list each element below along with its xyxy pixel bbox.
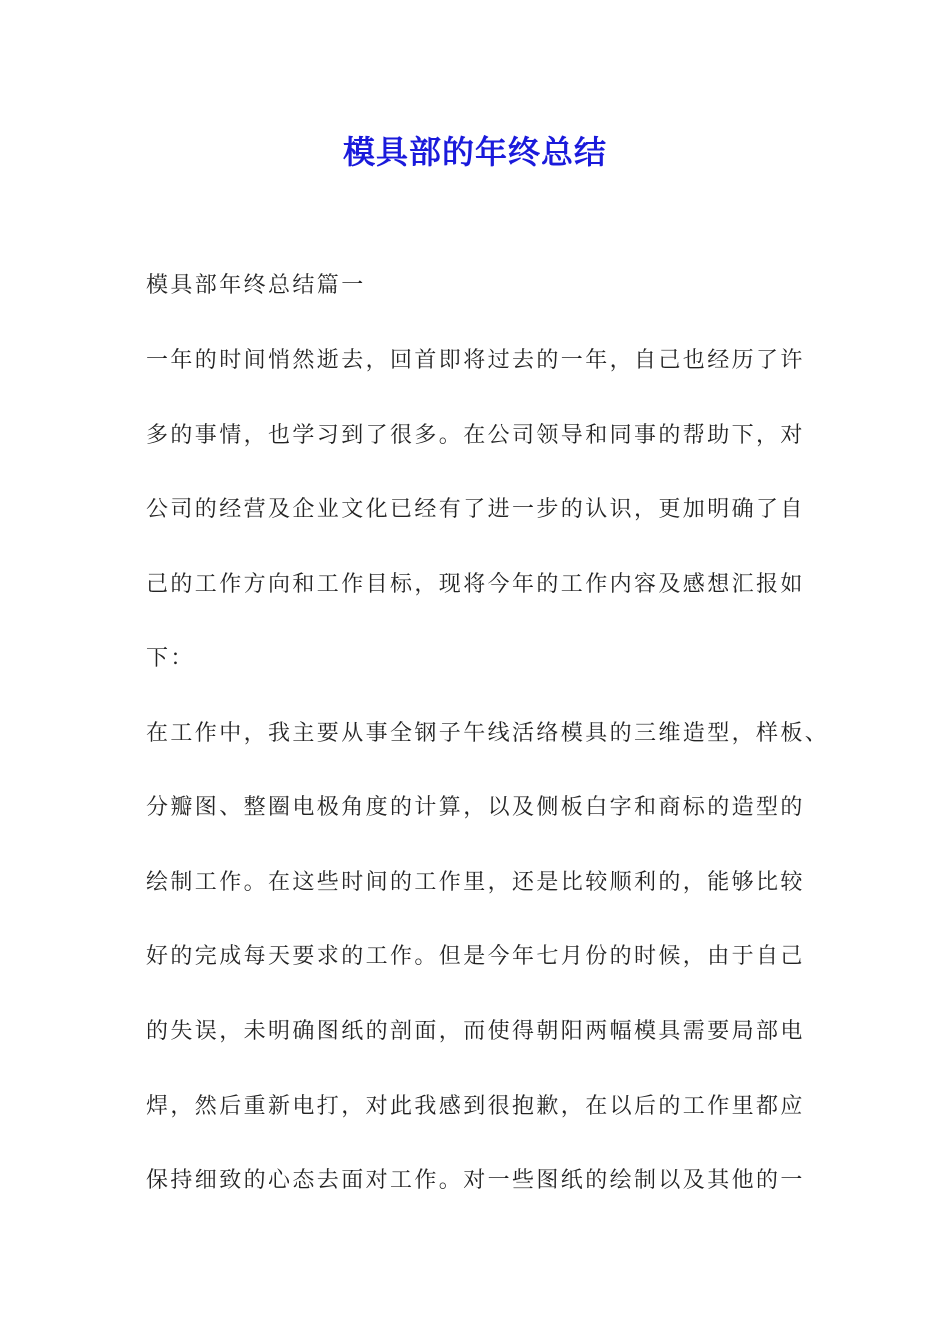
body-line: 多的事情，也学习到了很多。在公司领导和同事的帮助下，对 [146,423,805,448]
body-line: 保持细致的心态去面对工作。对一些图纸的绘制以及其他的一 [146,1168,805,1193]
body-line: 公司的经营及企业文化已经有了进一步的认识，更加明确了自 [146,497,805,522]
body-line: 绘制工作。在这些时间的工作里，还是比较顺利的，能够比较 [146,870,805,895]
body-line: 己的工作方向和工作目标，现将今年的工作内容及感想汇报如 [146,572,805,597]
body-line: 下： [146,646,195,671]
document-title: 模具部的年终总结 [342,133,607,171]
body-line: 分瓣图、整圈电极角度的计算，以及侧板白字和商标的造型的 [146,795,805,820]
body-line: 的失误，未明确图纸的剖面，而使得朝阳两幅模具需要局部电 [146,1019,805,1044]
body-line: 在工作中，我主要从事全钢子午线活络模具的三维造型，样板、 [146,721,830,746]
section-heading: 模具部年终总结篇一 [146,273,366,298]
body-line: 好的完成每天要求的工作。但是今年七月份的时候，由于自己 [146,944,805,969]
body-line: 一年的时间悄然逝去，回首即将过去的一年，自己也经历了许 [146,348,805,373]
body-line: 焊，然后重新电打，对此我感到很抱歉，在以后的工作里都应 [146,1094,805,1119]
